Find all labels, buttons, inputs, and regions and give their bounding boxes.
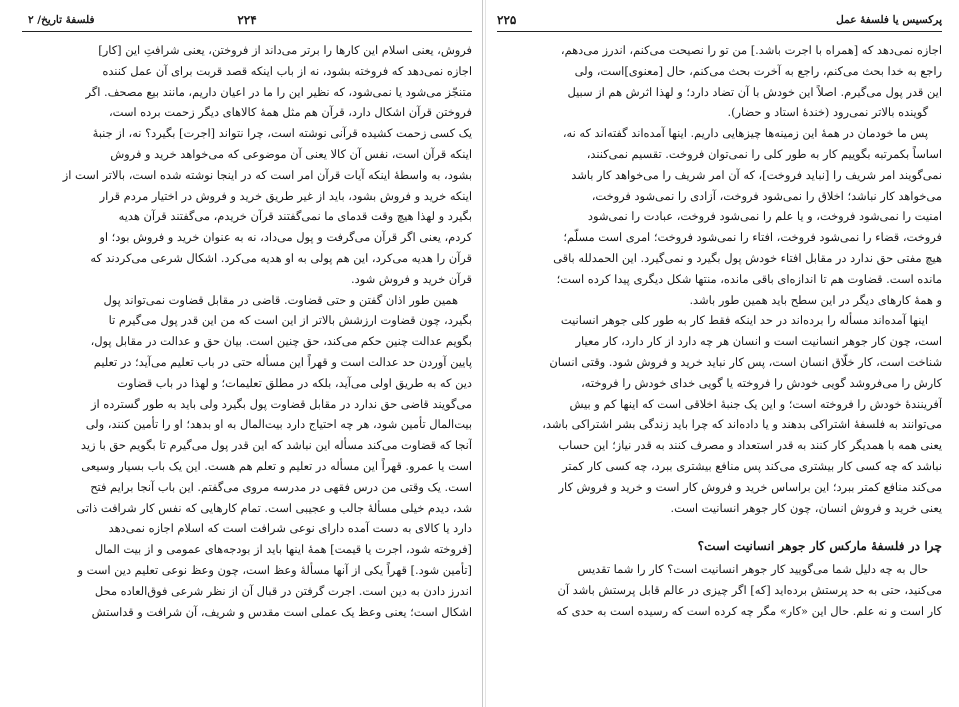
text-line: هیچ مفتی حق ندارد در مقابل افتاء خودش پول بگیرد و نمی‌گیرد. این الحمدلله باقی xyxy=(553,250,942,265)
text-line: است، چون کار جوهر انسانیت است و انسان هر چه دارد از کار دارد، کار معیار xyxy=(575,334,942,349)
left-paragraph-2 xyxy=(22,290,472,623)
text-line: قرآن خرید و فروش شود. xyxy=(351,271,472,286)
right-page-number: ۲۲۵ xyxy=(497,13,517,27)
text-line: اساساً بکمرتبه بگوییم کار به طور کلی را نمی‌توان فروخت. تقسیم نمی‌کنند، xyxy=(586,146,942,161)
left-page-number: ۲۲۴ xyxy=(237,13,257,27)
text-line: نمی‌گویند امر شریف را [نباید فروخت]، که آن امر شریف را می‌خواهد کار باشد xyxy=(571,167,942,182)
text-line: است. یک وقتی من درس فقهی در مدرسه مروی می‌گفتم. این باب آنجا برایم فتح xyxy=(90,479,472,494)
text-line: اینکه قرآن است، نفس آن کالا یعنی آن موضوعی که می‌خواهد خرید و فروش xyxy=(110,146,472,161)
left-page-header xyxy=(22,14,472,32)
text-line: حال به چه دلیل شما می‌گویید کار جوهر انسانیت است؟ کار را شما تقدیس xyxy=(577,562,928,577)
text-line: اندرز دادن به دین است. اجرت گرفتن در قبال آن از نظر شرعی فوق‌العاده محل xyxy=(94,583,472,598)
text-line: و همهٔ کارهای دیگر در این سطح باید همین طور باشد. xyxy=(689,292,942,307)
text-line: نباشد که چه کسی کار بیشتری می‌کند پس منافع بیشتری ببرد، چه کسی کار کمتر xyxy=(562,458,942,473)
text-line: کردم، یعنی اگر قرآن می‌گرفت و پول می‌داد، نه به عنوان خرید و فروش بود؛ او xyxy=(99,230,472,245)
text-line: بگویم عدالت چنین حکم می‌کند، حق چنین است. بیان حق و عدالت در مقابل پول، xyxy=(90,334,472,349)
text-line: می‌گویند قاضی حق ندارد در مقابل قضاوت پول بگیرد ولی باید به طور گسترده از xyxy=(91,396,472,411)
text-line: اینکه خرید و فروش بشود، باید از غیر طریق خرید و فروش در اختیار مردم قرار xyxy=(99,188,472,203)
text-line: بگیرد، چون قضاوت ارزشش بالاتر از این است که من این قدر پول می‌گیرم تا xyxy=(108,313,472,328)
text-line: اینها آمده‌اند مسأله را برده‌اند در حد اینکه فقط کار به طور کلی جوهر انسانیت xyxy=(560,313,928,328)
left-page xyxy=(22,0,472,707)
text-line: اشکال است؛ یعنی وعظ یک عملی است مقدس و شریف، آن شرافت و قداستش xyxy=(91,604,472,619)
text-line: بشود، به واسطهٔ اینکه آیات قرآن امر است که در اینجا نوشته شده است، بالاتر است از xyxy=(62,167,472,182)
text-line: یک کسی زحمت کشیده قرآنی نوشته است، چرا نتواند [اجرت] بگیرد؟ نه، از جنبهٔ xyxy=(92,126,472,141)
text-line: اجازه نمی‌دهد که فروخته بشود، نه از باب اینکه قصد قربت برای آن عمل کننده xyxy=(102,63,472,78)
book-spine-shadow xyxy=(485,0,486,707)
right-paragraph-3 xyxy=(497,310,942,518)
left-running-title: فلسفهٔ تاریخ/ ۲ xyxy=(28,14,95,26)
text-line: امنیت را نمی‌شود فروخت، و یا علم را نمی‌شود فروخت، عبادت را نمی‌شود xyxy=(587,209,942,224)
text-line: دین که به طریق اولی می‌آید، بلکه در مطلق تعلیمات؛ و لهذا در باب قضاوت xyxy=(117,375,472,390)
right-running-title: پرکسیس یا فلسفهٔ عمل xyxy=(836,14,942,26)
text-line: همین طور اذان گفتن و حتی قضاوت. قاضی در مقابل قضاوت نمی‌تواند پول xyxy=(103,292,458,307)
right-page-header xyxy=(497,14,942,32)
text-line: آنجا که قضاوت می‌کند مسأله این نباشد که این قدر پول می‌گیرم تا بگویم حق با زید xyxy=(80,438,472,453)
text-line: است یا عمرو. قهراً این مسأله در تعلیم و تعلم هم هست. این یک باب بسیار وسیعی xyxy=(81,458,472,473)
text-line: پس ما خودمان در همهٔ این زمینه‌ها چیزهایی داریم. اینها آمده‌اند گفته‌اند که نه، xyxy=(562,126,928,141)
right-paragraph-4 xyxy=(497,559,942,621)
text-line: [فروخته شود، اجرت یا قیمت] همهٔ اینها باید از بودجه‌های عمومی و از بیت المال xyxy=(94,542,472,557)
text-line: این قدر پول می‌گیرم. اصلاً این خودش با آن تضاد دارد؛ و لهذا اثرش هم از سبیل xyxy=(567,84,942,99)
text-line: گوینده بالاتر نمی‌رود (خندهٔ استاد و حضار). xyxy=(727,105,928,120)
text-line: شد، دیدم خیلی مسألهٔ جالب و عجیبی است. تمام کارهایی که نفس کار شرافت ذاتی xyxy=(76,500,472,515)
text-line: کار است و نه علم. حال این «کار» مگر چه کرده است که رسیده است به حدی که xyxy=(556,603,942,618)
text-line: بگیرد و لهذا هیچ وقت قدمای ما نمی‌گفتند قرآن خریدم، می‌گفتند قرآن هدیه xyxy=(118,209,472,224)
right-page-body xyxy=(497,40,942,622)
text-line: فروش، یعنی اسلام این کارها را برتر می‌داند از فروختن، یعنی شرافتِ این [کار] xyxy=(98,43,472,57)
text-line: مانده است. قضاوت هم تا اندازه‌ای باقی مانده، منتها شکل دیگری پیدا کرده است؛ xyxy=(556,271,942,286)
book-spine-line xyxy=(482,0,483,707)
right-paragraph-2 xyxy=(497,123,942,310)
left-paragraph-1 xyxy=(22,40,472,290)
text-line: می‌کند منافع کمتر ببرد؛ این براساس خرید و فروش کار است و خرید و فروش کار xyxy=(558,479,942,494)
text-line: فروختن قرآن اشکال دارد، قرآن هم مثل همهٔ کالاهای دیگر زحمت برده است، xyxy=(108,105,472,120)
text-line: آفرینندهٔ خودش را فروخته است؛ و این یک جنبهٔ اخلاقی است که اینها کم و بیش xyxy=(569,396,942,411)
text-line: می‌توانند به فلسفهٔ اشتراکی بدهند و یا داده‌اند که چرا باید زندگی بشر اشتراکی باشد، xyxy=(542,417,942,432)
left-page-body xyxy=(22,40,472,622)
text-line: می‌کنید، حتی به حد پرستش برده‌اید [که] اگر چیزی در عالم قابل پرستش باشد آن xyxy=(557,583,942,598)
text-line: یعنی خرید و فروش انسان، چون کار جوهر انسانیت است. xyxy=(670,500,942,515)
text-line: بیت‌المال تأمین شود، هر چه احتیاج دارد بیت‌المال به او بدهد؛ او را تأمین کنند، ولی xyxy=(85,417,472,432)
text-line: پایین آوردن حد عدالت است و قهراً این مسأله حتی در باب تعلیم می‌آید؛ در تعلیم xyxy=(93,354,472,369)
text-line: شناخت است، کار خلّاق انسان است، پس کار نباید خرید و فروش شود. وقتی انسان xyxy=(549,354,942,369)
text-line: قرآن را هدیه می‌کرد، این هم پولی به او هدیه می‌کرد. اشکال شرعی می‌کردند که xyxy=(90,250,472,265)
section-heading: چرا در فلسفهٔ مارکس کار جوهر انسانیت است؟ xyxy=(697,539,942,554)
right-page xyxy=(497,0,942,707)
text-line: [تأمین شود.] قهراً یکی از آنها مسألهٔ وعظ است، چون وعظ نوعی تعلیم دین است و xyxy=(77,562,472,577)
text-line: می‌خواهد کار نباشد؛ اخلاق را نمی‌شود فروخت، آزادی را نمی‌شود فروخت، xyxy=(591,188,942,203)
text-line: راجع به خدا بحث می‌کنم، راجع به آخرت بحث می‌کنم، حال [معنوی]است، ولی xyxy=(574,63,942,78)
text-line: اجازه نمی‌دهد که [همراه با اجرت باشد.] من تو را نصیحت می‌کنم، اندرز می‌دهم، xyxy=(560,43,942,57)
right-paragraph-1 xyxy=(497,40,942,123)
text-line: یعنی همه با همدیگر کار کنند به قدر استعداد و مصرف کنند به قدر نیاز؛ این حساب xyxy=(558,438,942,453)
text-line: متنجّز می‌شود یا نمی‌شود، که نظیر این را ما در اعیان داریم، مانند بیع مصحف. اگر xyxy=(85,84,472,99)
text-line: فروخت، قضاء را نمی‌شود فروخت، افتاء را نمی‌شود فروخت؛ امری است مسلّم؛ xyxy=(563,230,942,245)
text-line: کارش را می‌فروشد گویی خودش را فروخته یا گویی خدای خودش را فروخته، xyxy=(581,375,942,390)
text-line: دارد یا کالای به دست آمده دارای نوعی شرافت است که اسلام اجازه نمی‌دهد xyxy=(108,521,472,536)
